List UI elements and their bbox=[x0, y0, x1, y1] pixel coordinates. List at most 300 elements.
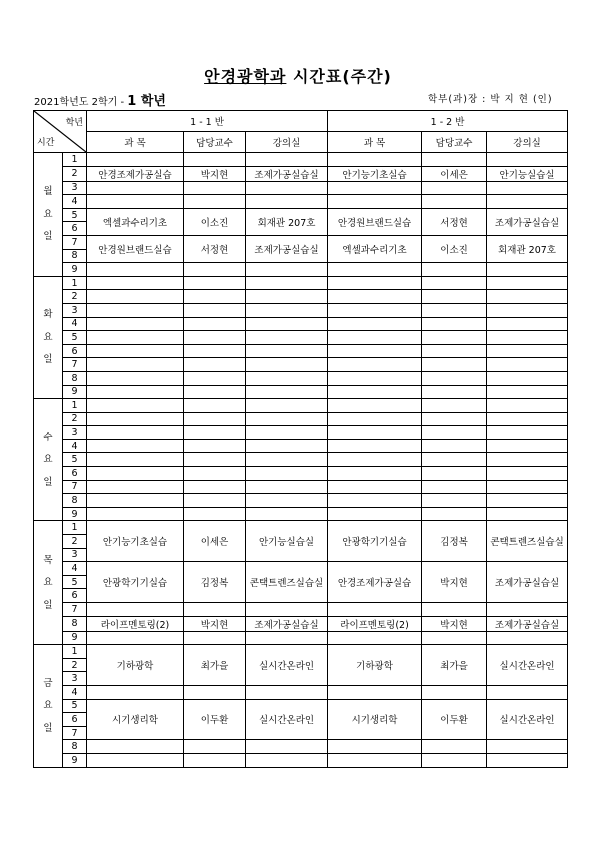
empty-cell bbox=[328, 494, 422, 508]
period-row bbox=[34, 685, 568, 699]
class2-header: 1 - 2 반 bbox=[328, 111, 568, 132]
empty-cell bbox=[246, 153, 328, 167]
professor-cell: 박지현 bbox=[422, 616, 487, 631]
empty-cell bbox=[246, 371, 328, 385]
empty-cell bbox=[487, 317, 568, 331]
room-cell: 콘택트렌즈실습실 bbox=[487, 521, 568, 562]
period-row bbox=[34, 480, 568, 494]
empty-cell bbox=[87, 685, 184, 699]
empty-cell bbox=[487, 685, 568, 699]
room-cell: 실시간온라인 bbox=[487, 699, 568, 740]
empty-cell bbox=[184, 740, 246, 754]
period-row bbox=[34, 344, 568, 358]
professor-cell: 최가을 bbox=[184, 645, 246, 686]
day-char: 요 bbox=[43, 331, 53, 343]
empty-cell bbox=[184, 371, 246, 385]
room-cell: 회재관 207호 bbox=[246, 208, 328, 235]
empty-cell bbox=[184, 385, 246, 399]
grade-label: 1 학년 bbox=[127, 94, 166, 109]
period-row bbox=[34, 740, 568, 754]
empty-cell bbox=[328, 358, 422, 372]
empty-cell bbox=[487, 412, 568, 426]
period-number: 8 bbox=[63, 371, 87, 385]
empty-cell bbox=[487, 371, 568, 385]
empty-cell bbox=[184, 507, 246, 521]
professor-cell: 박지현 bbox=[184, 616, 246, 631]
empty-cell bbox=[87, 753, 184, 767]
room-cell: 실시간온라인 bbox=[246, 699, 328, 740]
subject-cell: 안기능기초실습 bbox=[87, 521, 184, 562]
empty-cell bbox=[184, 631, 246, 645]
empty-cell bbox=[422, 631, 487, 645]
empty-cell bbox=[487, 153, 568, 167]
empty-cell bbox=[246, 344, 328, 358]
empty-cell bbox=[422, 195, 487, 209]
subject-cell: 안경조제가공실습 bbox=[87, 166, 184, 181]
day-char: 수 bbox=[43, 431, 53, 443]
empty-cell bbox=[184, 399, 246, 413]
period-row bbox=[34, 153, 568, 167]
empty-cell bbox=[246, 507, 328, 521]
period-number: 1 bbox=[63, 399, 87, 413]
room-cell: 조제가공실습실 bbox=[246, 616, 328, 631]
empty-cell bbox=[87, 385, 184, 399]
day-char: 일 bbox=[43, 231, 53, 243]
empty-cell bbox=[87, 276, 184, 290]
room-cell: 실시간온라인 bbox=[246, 645, 328, 686]
empty-cell bbox=[246, 276, 328, 290]
period-number: 9 bbox=[63, 385, 87, 399]
period-number: 7 bbox=[63, 358, 87, 372]
empty-cell bbox=[246, 195, 328, 209]
col-prof-2: 담당교수 bbox=[422, 132, 487, 153]
empty-cell bbox=[184, 603, 246, 617]
empty-cell bbox=[422, 153, 487, 167]
empty-cell bbox=[87, 467, 184, 481]
period-row bbox=[34, 699, 568, 713]
empty-cell bbox=[422, 263, 487, 277]
period-number: 5 bbox=[63, 699, 87, 713]
empty-cell bbox=[246, 290, 328, 304]
subject-cell: 안경원브랜드실습 bbox=[87, 235, 184, 262]
period-number: 3 bbox=[63, 426, 87, 440]
empty-cell bbox=[184, 453, 246, 467]
period-number: 6 bbox=[63, 713, 87, 727]
period-number: 4 bbox=[63, 317, 87, 331]
empty-cell bbox=[246, 263, 328, 277]
period-row bbox=[34, 276, 568, 290]
empty-cell bbox=[422, 439, 487, 453]
period-number: 9 bbox=[63, 631, 87, 645]
empty-cell bbox=[487, 263, 568, 277]
subject-cell: 안광학기기실습 bbox=[87, 562, 184, 603]
empty-cell bbox=[487, 740, 568, 754]
period-row bbox=[34, 753, 568, 767]
empty-cell bbox=[87, 371, 184, 385]
period-row bbox=[34, 645, 568, 659]
period-number: 1 bbox=[63, 153, 87, 167]
empty-cell bbox=[487, 507, 568, 521]
empty-cell bbox=[328, 453, 422, 467]
day-char: 일 bbox=[43, 476, 53, 488]
empty-cell bbox=[184, 303, 246, 317]
period-number: 2 bbox=[63, 535, 87, 549]
empty-cell bbox=[87, 399, 184, 413]
professor-cell: 이두환 bbox=[422, 699, 487, 740]
professor-cell: 이소진 bbox=[184, 208, 246, 235]
empty-cell bbox=[87, 439, 184, 453]
day-char: 일 bbox=[43, 599, 53, 611]
empty-cell bbox=[184, 439, 246, 453]
period-number: 3 bbox=[63, 181, 87, 195]
empty-cell bbox=[246, 426, 328, 440]
period-row bbox=[34, 331, 568, 345]
empty-cell bbox=[184, 358, 246, 372]
empty-cell bbox=[184, 426, 246, 440]
period-number: 9 bbox=[63, 263, 87, 277]
empty-cell bbox=[422, 412, 487, 426]
empty-cell bbox=[87, 412, 184, 426]
period-row bbox=[34, 603, 568, 617]
empty-cell bbox=[87, 631, 184, 645]
period-number: 1 bbox=[63, 521, 87, 535]
col-subject-1: 과 목 bbox=[87, 132, 184, 153]
empty-cell bbox=[87, 603, 184, 617]
subject-cell: 안경조제가공실습 bbox=[328, 562, 422, 603]
empty-cell bbox=[184, 331, 246, 345]
professor-cell: 서정현 bbox=[422, 208, 487, 235]
period-number: 9 bbox=[63, 753, 87, 767]
empty-cell bbox=[487, 358, 568, 372]
period-number: 6 bbox=[63, 344, 87, 358]
period-row bbox=[34, 562, 568, 576]
period-row bbox=[34, 453, 568, 467]
empty-cell bbox=[422, 344, 487, 358]
day-char: 요 bbox=[43, 208, 53, 220]
empty-cell bbox=[422, 317, 487, 331]
period-number: 8 bbox=[63, 249, 87, 263]
period-row bbox=[34, 195, 568, 209]
empty-cell bbox=[246, 331, 328, 345]
period-row bbox=[34, 166, 568, 181]
empty-cell bbox=[487, 467, 568, 481]
period-number: 4 bbox=[63, 562, 87, 576]
empty-cell bbox=[422, 480, 487, 494]
empty-cell bbox=[87, 507, 184, 521]
empty-cell bbox=[422, 426, 487, 440]
empty-cell bbox=[184, 290, 246, 304]
period-row bbox=[34, 616, 568, 631]
empty-cell bbox=[246, 317, 328, 331]
period-number: 3 bbox=[63, 303, 87, 317]
term-info bbox=[34, 90, 166, 109]
day-char: 목 bbox=[43, 554, 53, 566]
professor-cell: 서정현 bbox=[184, 235, 246, 262]
period-number: 4 bbox=[63, 195, 87, 209]
room-cell: 회재관 207호 bbox=[487, 235, 568, 262]
professor-cell: 이두환 bbox=[184, 699, 246, 740]
empty-cell bbox=[328, 344, 422, 358]
period-number: 1 bbox=[63, 645, 87, 659]
period-number: 9 bbox=[63, 507, 87, 521]
empty-cell bbox=[422, 467, 487, 481]
empty-cell bbox=[487, 439, 568, 453]
empty-cell bbox=[246, 399, 328, 413]
empty-cell bbox=[422, 290, 487, 304]
empty-cell bbox=[87, 480, 184, 494]
empty-cell bbox=[246, 740, 328, 754]
empty-cell bbox=[246, 603, 328, 617]
empty-cell bbox=[328, 181, 422, 195]
empty-cell bbox=[422, 181, 487, 195]
period-row bbox=[34, 521, 568, 535]
period-number: 7 bbox=[63, 235, 87, 249]
period-number: 8 bbox=[63, 740, 87, 754]
col-room-1: 강의실 bbox=[246, 132, 328, 153]
empty-cell bbox=[246, 631, 328, 645]
empty-cell bbox=[328, 480, 422, 494]
period-row bbox=[34, 439, 568, 453]
empty-cell bbox=[487, 603, 568, 617]
empty-cell bbox=[487, 453, 568, 467]
empty-cell bbox=[87, 181, 184, 195]
empty-cell bbox=[87, 494, 184, 508]
period-row bbox=[34, 507, 568, 521]
empty-cell bbox=[246, 453, 328, 467]
subject-cell: 라이프멘토링(2) bbox=[87, 616, 184, 631]
empty-cell bbox=[87, 195, 184, 209]
subject-cell: 시기생리학 bbox=[328, 699, 422, 740]
empty-cell bbox=[328, 290, 422, 304]
period-number: 8 bbox=[63, 494, 87, 508]
empty-cell bbox=[328, 467, 422, 481]
empty-cell bbox=[87, 358, 184, 372]
empty-cell bbox=[328, 603, 422, 617]
class1-header: 1 - 1 반 bbox=[87, 111, 328, 132]
period-number: 5 bbox=[63, 575, 87, 589]
period-row bbox=[34, 208, 568, 222]
subject-cell: 안기능기초실습 bbox=[328, 166, 422, 181]
empty-cell bbox=[328, 195, 422, 209]
empty-cell bbox=[184, 263, 246, 277]
empty-cell bbox=[328, 385, 422, 399]
period-row bbox=[34, 412, 568, 426]
room-cell: 조제가공실습실 bbox=[246, 235, 328, 262]
empty-cell bbox=[87, 153, 184, 167]
day-char: 일 bbox=[43, 354, 53, 366]
empty-cell bbox=[422, 494, 487, 508]
period-row bbox=[34, 631, 568, 645]
empty-cell bbox=[328, 317, 422, 331]
empty-cell bbox=[487, 181, 568, 195]
empty-cell bbox=[328, 331, 422, 345]
title-suffix: 시간표(주간) bbox=[286, 67, 392, 86]
empty-cell bbox=[184, 317, 246, 331]
day-char: 월 bbox=[43, 186, 53, 198]
period-number: 6 bbox=[63, 222, 87, 236]
empty-cell bbox=[87, 453, 184, 467]
empty-cell bbox=[184, 753, 246, 767]
empty-cell bbox=[328, 439, 422, 453]
day-label bbox=[34, 276, 63, 398]
empty-cell bbox=[328, 753, 422, 767]
empty-cell bbox=[328, 303, 422, 317]
empty-cell bbox=[328, 412, 422, 426]
empty-cell bbox=[87, 344, 184, 358]
period-row bbox=[34, 181, 568, 195]
empty-cell bbox=[184, 467, 246, 481]
empty-cell bbox=[246, 385, 328, 399]
corner-header bbox=[34, 111, 87, 153]
room-cell: 콘택트렌즈실습실 bbox=[246, 562, 328, 603]
empty-cell bbox=[487, 331, 568, 345]
subject-cell: 기하광학 bbox=[328, 645, 422, 686]
period-row bbox=[34, 317, 568, 331]
subject-cell: 시기생리학 bbox=[87, 699, 184, 740]
empty-cell bbox=[246, 467, 328, 481]
empty-cell bbox=[184, 344, 246, 358]
empty-cell bbox=[422, 371, 487, 385]
empty-cell bbox=[487, 344, 568, 358]
period-number: 4 bbox=[63, 439, 87, 453]
day-char: 요 bbox=[43, 454, 53, 466]
period-number: 6 bbox=[63, 589, 87, 603]
empty-cell bbox=[328, 426, 422, 440]
period-row bbox=[34, 263, 568, 277]
empty-cell bbox=[184, 685, 246, 699]
period-number: 2 bbox=[63, 166, 87, 181]
empty-cell bbox=[328, 263, 422, 277]
day-char: 요 bbox=[43, 577, 53, 589]
empty-cell bbox=[328, 685, 422, 699]
empty-cell bbox=[87, 303, 184, 317]
empty-cell bbox=[184, 276, 246, 290]
empty-cell bbox=[422, 385, 487, 399]
empty-cell bbox=[487, 753, 568, 767]
empty-cell bbox=[328, 371, 422, 385]
empty-cell bbox=[422, 603, 487, 617]
empty-cell bbox=[246, 412, 328, 426]
empty-cell bbox=[328, 631, 422, 645]
col-room-2: 강의실 bbox=[487, 132, 568, 153]
period-number: 6 bbox=[63, 467, 87, 481]
year-term: 2021학년도 2학기 - bbox=[34, 97, 128, 108]
period-number: 2 bbox=[63, 658, 87, 672]
empty-cell bbox=[422, 753, 487, 767]
period-row bbox=[34, 494, 568, 508]
subject-cell: 안경원브랜드실습 bbox=[328, 208, 422, 235]
empty-cell bbox=[246, 753, 328, 767]
day-char: 화 bbox=[43, 309, 53, 321]
period-number: 4 bbox=[63, 685, 87, 699]
empty-cell bbox=[487, 631, 568, 645]
professor-cell: 이소진 bbox=[422, 235, 487, 262]
empty-cell bbox=[87, 290, 184, 304]
empty-cell bbox=[422, 303, 487, 317]
empty-cell bbox=[246, 439, 328, 453]
empty-cell bbox=[328, 399, 422, 413]
empty-cell bbox=[422, 507, 487, 521]
empty-cell bbox=[422, 453, 487, 467]
empty-cell bbox=[422, 740, 487, 754]
day-char: 금 bbox=[43, 677, 53, 689]
empty-cell bbox=[487, 290, 568, 304]
room-cell: 조제가공실습실 bbox=[487, 208, 568, 235]
period-number: 1 bbox=[63, 276, 87, 290]
period-number: 5 bbox=[63, 453, 87, 467]
period-row bbox=[34, 303, 568, 317]
empty-cell bbox=[328, 153, 422, 167]
period-row bbox=[34, 358, 568, 372]
professor-cell: 이세은 bbox=[422, 166, 487, 181]
room-cell: 조제가공실습실 bbox=[246, 166, 328, 181]
period-row bbox=[34, 290, 568, 304]
empty-cell bbox=[487, 303, 568, 317]
period-number: 8 bbox=[63, 616, 87, 631]
empty-cell bbox=[246, 685, 328, 699]
period-number: 2 bbox=[63, 412, 87, 426]
empty-cell bbox=[246, 480, 328, 494]
empty-cell bbox=[184, 195, 246, 209]
empty-cell bbox=[87, 740, 184, 754]
professor-cell: 김정복 bbox=[422, 521, 487, 562]
empty-cell bbox=[184, 412, 246, 426]
empty-cell bbox=[184, 153, 246, 167]
period-number: 7 bbox=[63, 480, 87, 494]
empty-cell bbox=[328, 276, 422, 290]
period-number: 3 bbox=[63, 548, 87, 562]
room-cell: 조제가공실습실 bbox=[487, 616, 568, 631]
period-row bbox=[34, 467, 568, 481]
empty-cell bbox=[422, 685, 487, 699]
empty-cell bbox=[87, 263, 184, 277]
day-label bbox=[34, 399, 63, 521]
col-prof-1: 담당교수 bbox=[184, 132, 246, 153]
professor-cell: 김정복 bbox=[184, 562, 246, 603]
subject-cell: 안광학기기실습 bbox=[328, 521, 422, 562]
subject-cell: 엑셀과수리기초 bbox=[87, 208, 184, 235]
period-row bbox=[34, 371, 568, 385]
empty-cell bbox=[487, 399, 568, 413]
empty-cell bbox=[328, 507, 422, 521]
subject-cell: 라이프멘토링(2) bbox=[328, 616, 422, 631]
room-cell: 조제가공실습실 bbox=[487, 562, 568, 603]
corner-grade: 학년 bbox=[65, 118, 83, 128]
empty-cell bbox=[422, 358, 487, 372]
subject-cell: 엑셀과수리기초 bbox=[328, 235, 422, 262]
room-cell: 안기능실습실 bbox=[487, 166, 568, 181]
empty-cell bbox=[422, 276, 487, 290]
empty-cell bbox=[422, 399, 487, 413]
empty-cell bbox=[328, 740, 422, 754]
professor-cell: 박지현 bbox=[184, 166, 246, 181]
professor-cell: 이세은 bbox=[184, 521, 246, 562]
title-dept: 안경광학과 bbox=[204, 67, 287, 86]
period-number: 5 bbox=[63, 331, 87, 345]
empty-cell bbox=[487, 195, 568, 209]
period-number: 2 bbox=[63, 290, 87, 304]
period-row bbox=[34, 399, 568, 413]
empty-cell bbox=[184, 480, 246, 494]
empty-cell bbox=[246, 358, 328, 372]
period-row bbox=[34, 426, 568, 440]
professor-cell: 최가을 bbox=[422, 645, 487, 686]
day-char: 일 bbox=[43, 722, 53, 734]
empty-cell bbox=[487, 494, 568, 508]
empty-cell bbox=[87, 331, 184, 345]
empty-cell bbox=[246, 181, 328, 195]
empty-cell bbox=[184, 494, 246, 508]
